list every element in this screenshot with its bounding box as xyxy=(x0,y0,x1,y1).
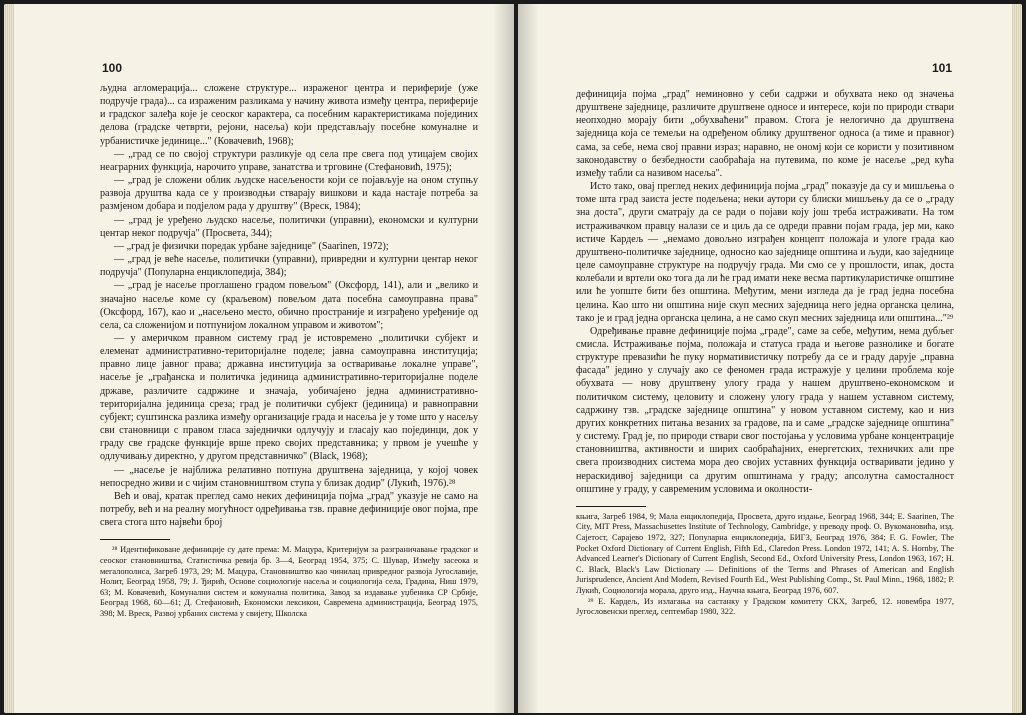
paragraph: — „насеље је најближа релативно потпуна друштвена заједница, у којој човек непосредно живи и с чијим становништвом ступа у близак додир" (Лукић, 1976).²⁸ xyxy=(100,464,478,489)
main-text xyxy=(100,82,478,619)
left-page xyxy=(4,4,514,713)
footnote-divider xyxy=(576,506,646,507)
paragraph: Одређивање правне дефиниције појма „граде", саме за себе, међутим, нема дубљег смисла. Истраживање појма, положаја и статуса града и његове разноликe и богате структуре превазићи ће пуку нормативистичку потребу да се и граду дарује „правна фасада" једино у случају ако се феномен града истражује у целини проблема које обухвата — нову друштвену улогу града у нашем друштвено-економском и политичком систему, целовиту и сложену улогу града у нашем уставном систему, садржину тзв. „градске заједнице општина" у новом уставном систему, као и низ других конкретних питања везаних за градове, па и саме „градске заједнице општина" у систему. Град је, по природи ствари свог постојања у условима урбане концентрације становништва, активности и ширих саобраћајних, енергетских, техничких али пре свега производних система мора део својих уставних функција остваривати једино у нераскидивој заједници са другим општинама у граду; апсолутна самосталност општине у граду, у савременим условима и околности- xyxy=(576,325,954,495)
paragraph: — „град је сложени облик људске насељености који се појављује на оном ступњу развоја друштва када се у производњи стварају вишкови и када настаје потреба за размјеном добара и подјелом рада у друштву" (Вреск, 1984); xyxy=(100,175,478,213)
page-edge xyxy=(1012,4,1022,713)
paragraph: — „град је веће насеље, политички (управни), привредни и културни центар неког подручја" (Популарна енциклопедија, 384); xyxy=(100,254,478,279)
paragraph: — у америчком правном систему град је истовремено „политички субјект и елеменат административно-територијалне поделе; јавна самоуправна институција; правно лице јавног права; државна институција за остваривање локалне управе", насеље је „грађанска и политичка јединица административно-територијалне поделе државе, различите садржине и значаја, уобичајено једна административно-територијална јединица среза; град је политички субјект (јединица) и равноправни субјект; суштинска разлика између организације града и насеља је у томе што у насељу сви становници с правом гласа заједнички одлучују и гласају као појединци, док у граду све градске функције врше преко својих представника; у првом је учешће у одлучивању директно, у другом представничко" (Black, 1968); xyxy=(100,332,478,463)
paragraph: — „град је насеље проглашено градом повељом" (Оксфорд, 141), али и „велико и значајно насеље коме су (краљевом) повељом дата посебна самоуправна права" (Оксфорд, 167), као и „насељено место, обично пространије и изграђено уређеније од села, са сложенијом и потпунијом локалном управом и животом"; xyxy=(100,280,478,331)
paragraph: Већ и овај, кратак преглед само неких дефиниција појма „град" указује не само на потребу, већ и на реалну могућност одређивања тзв. правне дефиниције овог појма, пре свега стога што највећи број xyxy=(100,490,478,529)
paragraph: Исто тако, овај преглед неких дефиниција појма „град" показује да су и мишљења о томе шта град заиста јесте подељена; неки аутори су блиски мишљењу да се о „граду зна доста", други сматрају да се ради о појави коју још треба истраживати. На том истраживачком правцу налази се и циљ да се одреди правни појам града, јер ми, како истиче Кардељ — „немамо довољно изграђен концепт положаја и улоге града као друштвено-политичке заједнице, односно као заједнице општина и људи, као заједнице целе самоуправне структуре на подручју града. Ми смо се у прошлости, ипак, доста колебали и вртели око тога да ли ће град имати неке весма партикуларистичке општине или ће уопште бити без општина. Међутим, мени изгледа да је град једна посебна целина. Као што ни општина није скуп месних заједница него једна органска целина, тако је и град једна органска целина, а не само скуп месних заједница или општина..."²⁹ xyxy=(576,181,954,324)
paragraph: — „град је физички поредак урбане заједнице" (Saarinen, 1972); xyxy=(114,240,389,252)
footnote-divider xyxy=(100,539,170,540)
page-number: 100 xyxy=(102,61,123,75)
footnote: књига, Загреб 1984, 9; Мала енциклопедија, Просвета, друго издање, Београд 1968, 344; Е. Saarinen, The City, MIT Press, Massachusettes Institute of Technology, Cambridge, у преводу проф. О. Вукомановића, изд. Сајетост, Сарајево 1972, 327; Популарна енциклопедија, БИГЗ, Београд 1976, 384; F. G. Fowler, The Pocket Oxford Dictionary of Current English, Fifth Ed., Claredon Press. London 1972, 141; A. S. Hornby, The Advanced Learner's Dictionary of Current English, Second Ed., Oxford University Press, London 1963, 167; H. C. Black, Black's Law Dictionary — Definitions of the Terms and Phrases of American and English Jurisprudence, Ancient And Modern, Revised Fourth Ed., West Publishing Comp., St. Paul Minn., 1968, 1882; Р. Лукић, Социологија морала, друго изд., Научна књига, Београд 1976, 607. xyxy=(576,511,954,595)
paragraph: — „град је уређено људско насеље, политички (управни), економски и културни центар неког подручја" (Просвета, 344); xyxy=(100,214,478,239)
main-text xyxy=(576,88,954,618)
right-page xyxy=(518,4,1022,713)
paragraph: дефиниција појма „град" неминовно у себи садржи и обухвата неко од значења друштвене заједнице, различите друштвене односе и интересе, који по природи ствари неопходно морају бити „обухваћени" правом. Стога је нелогично да друштвена заједница која се темељи на одређеном облику друштвеног односа (а тиме и правног) сама, за себе, нема свој правни израз; наравно, не ономј који се користи у позитивном законодавству о безбедности саобраћаја на путевима, по коме је насеље „ред кућа између табли са називом насеља". xyxy=(576,89,954,179)
footnote: ²⁹ Е. Кардељ, Из излагања на састанку у Градском комитету СКХ, Загреб, 12. новембра 1977, Југословенски преглед, септембар 1980, 322. xyxy=(576,596,954,617)
paragraph: — „град се по својој структури разликује од села пре свега под утицајем својих неаграрних функција, нарочито управе, занатства и трговине (Стефановић, 1975); xyxy=(100,148,478,173)
page-edge xyxy=(4,4,14,713)
paragraph: људна агломерација... сложене структуре... израженог центра и периферије (уже подручје града)... са израженим разликама у начину живота између центра, периферије и градског залеђа које је сеоског карактера, са посебним карактеристикама појединих делова (градске четврти, рејони, насеља) који представљају посебне комуналне и урбанистичке јединице..." (Ковачевић, 1968); xyxy=(100,83,478,147)
footnote: ²⁸ Идентификоване дефиниције су дате према: М. Мацура, Критеријум за разграничавање градског и сеоског становништва, Статистичка ревија бр. 3—4, Београд 1954, 375; С. Шувар, Између засеока и мегалополиса, Загреб 1973, 29; М. Мацура, Становништво као чинилац привредног развоја Југославије, Нолит, Београд 1958, 79; Ј. Ђирић, Основе социологије насеља и социологија села, Градина, Ниш 1979, 63; М. Ковачевић, Комунални систем и комунална политика, Завод за издавање уџбеника СР Србије, Београд 1968, 60—61; Д. Стефановић, Економски лексикон, Савремена администрација, Београд 1975, 398; М. Вреск, Развој урбаних система у свијету, Школска xyxy=(100,545,478,618)
page-number: 101 xyxy=(931,61,952,75)
